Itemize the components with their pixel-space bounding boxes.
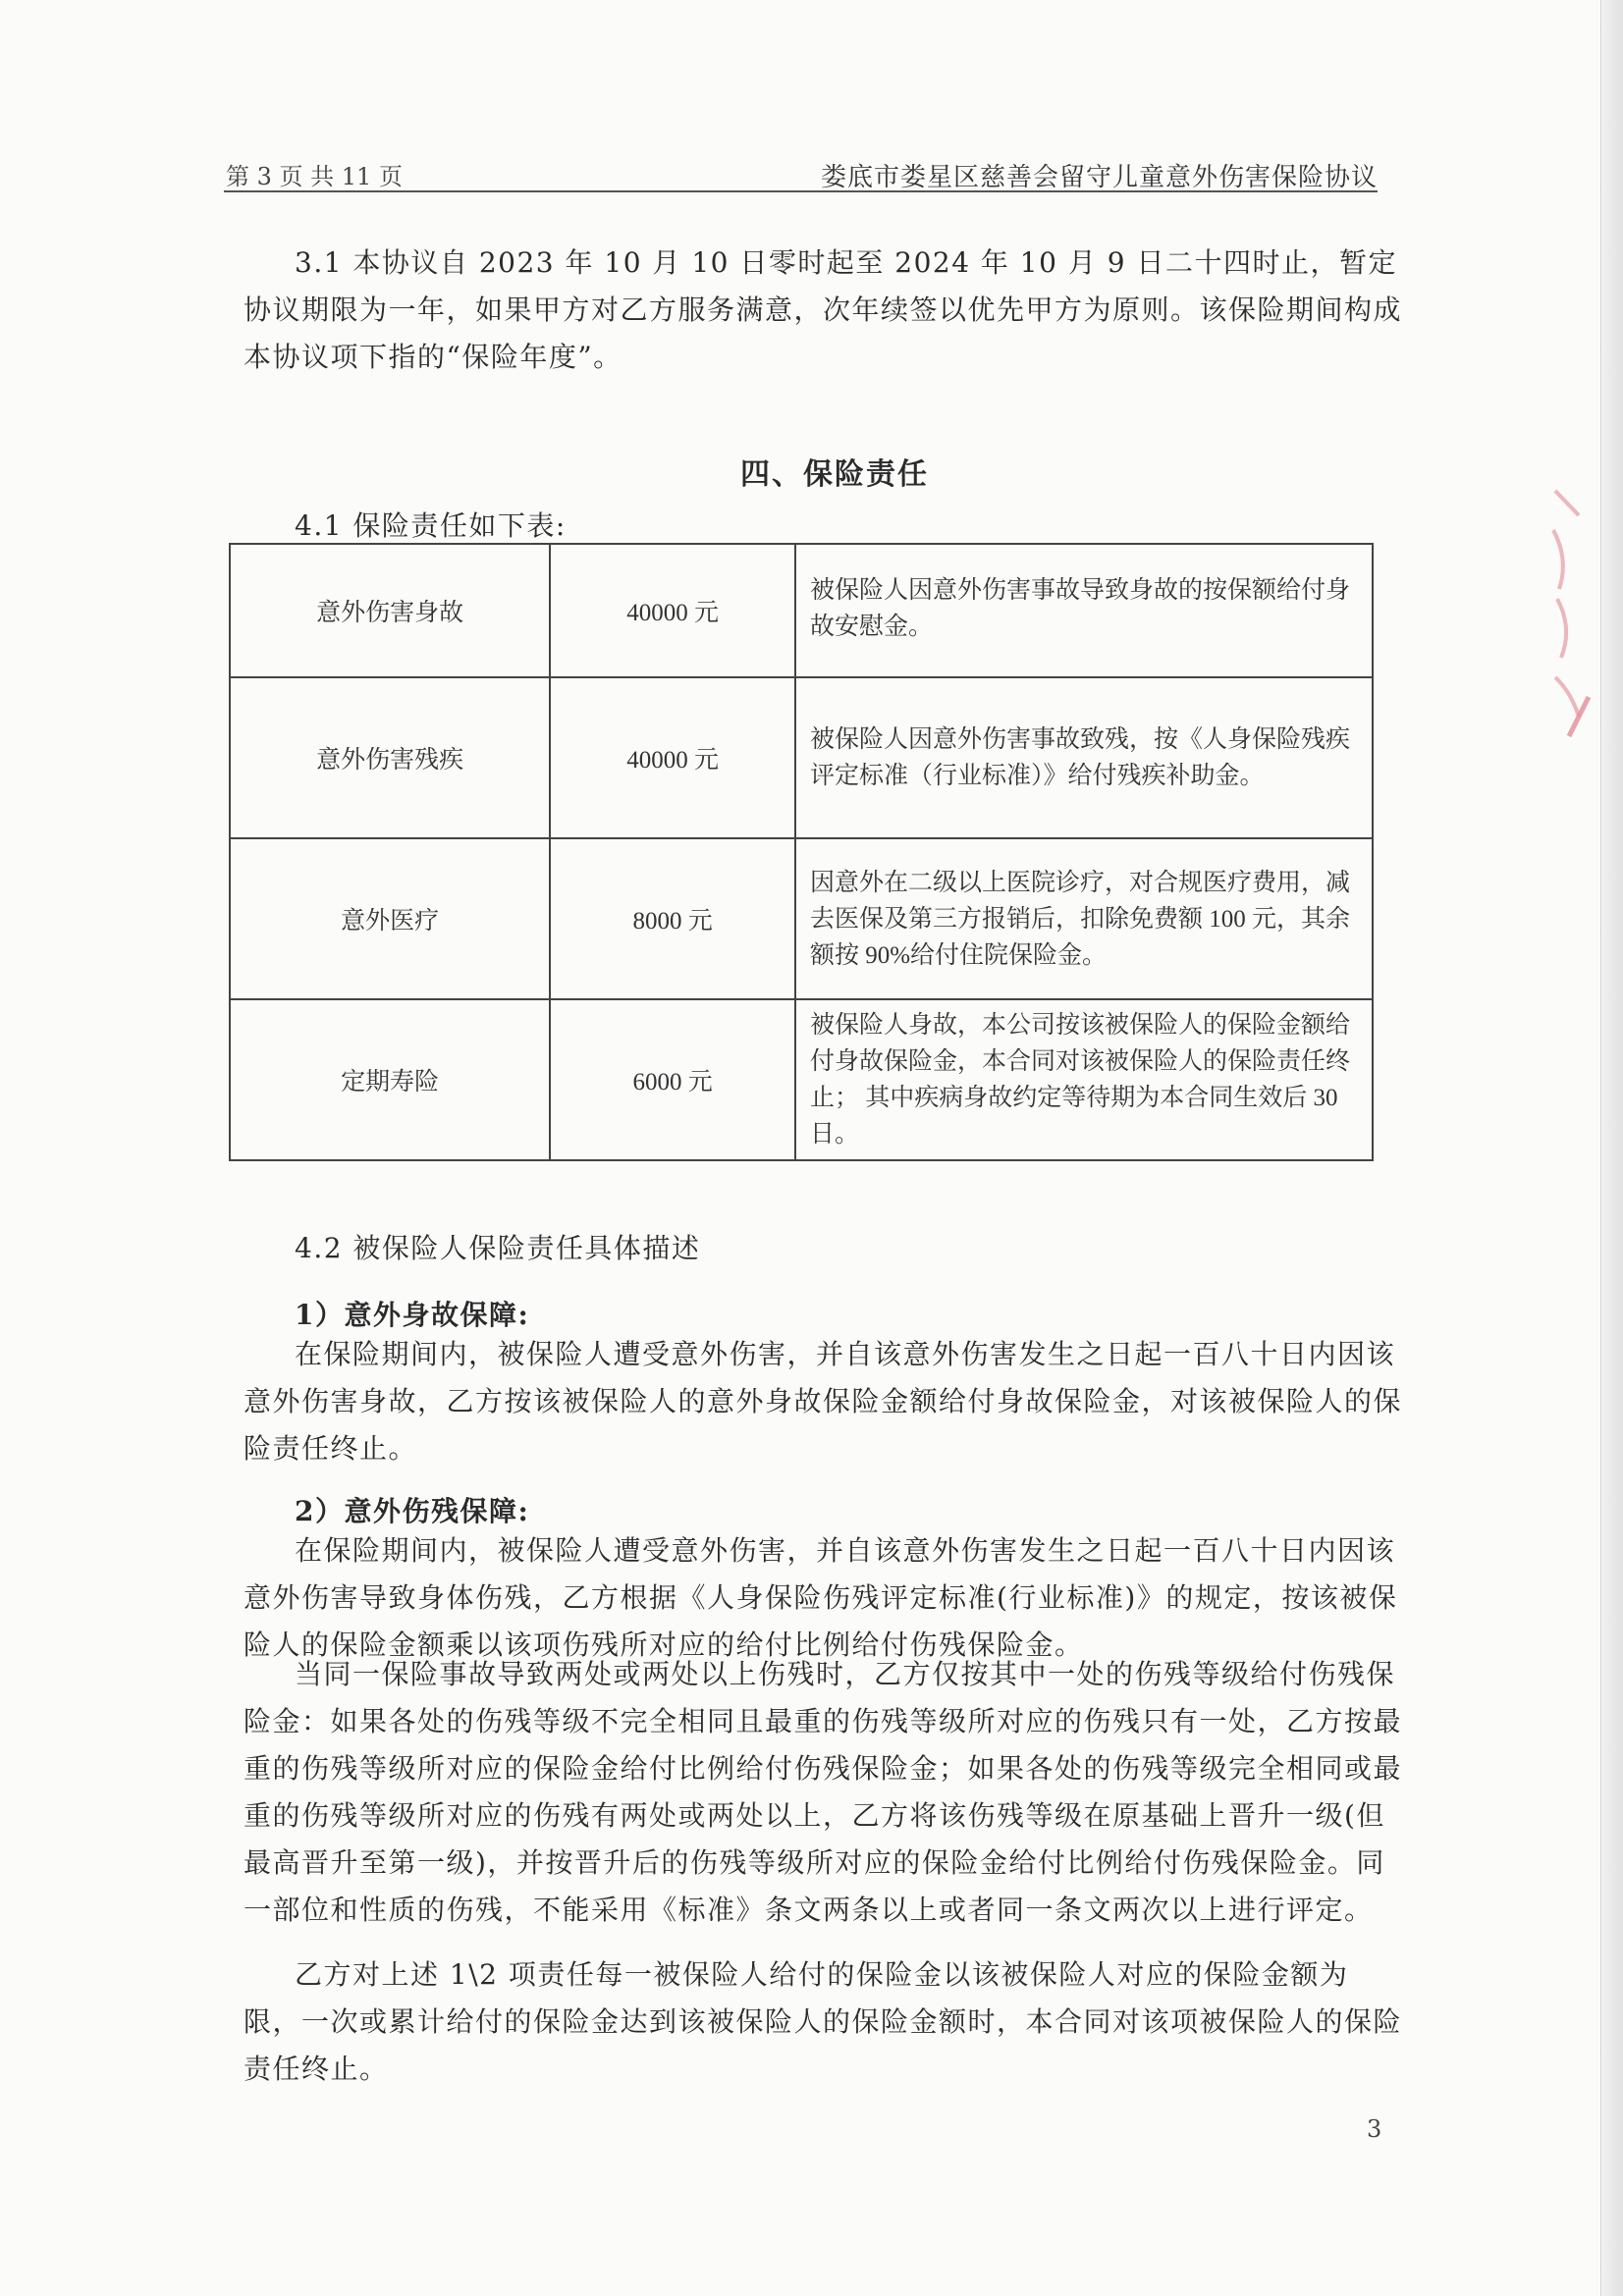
- table-row: [230, 999, 1373, 1160]
- item1-title: 1）意外身故保障:: [295, 1299, 530, 1331]
- coverage-description: 被保险人因意外伤害事故致残，按《人身保险残疾评定标准（行业标准）》给付残疾补助金。: [795, 677, 1373, 838]
- table-intro: 4.1 保险责任如下表:: [295, 509, 567, 542]
- coverage-description: 被保险人因意外伤害事故导致身故的按保额给付身故安慰金。: [795, 544, 1373, 677]
- clause-4-2-title: 4.2 被保险人保险责任具体描述: [295, 1232, 701, 1264]
- coverage-item: 意外伤害残疾: [230, 677, 550, 838]
- clause-3-1: 3.1 本协议自 2023 年 10 月 10 日零时起至 2024 年 10 月 9 日二十四时止，暂定协议期限为一年，如果甲方对乙方服务满意，次年续签以优先甲方为原则。该保险期间构成本协议项下指的“保险年度”。: [243, 246, 1403, 373]
- item2-text-1: 在保险期间内，被保险人遭受意外伤害，并自该意外伤害发生之日起一百八十日内因该意外伤害导致身体伤残，乙方根据《人身保险伤残评定标准(行业标准)》的规定，按该被保险人的保险金额乘以该项伤残所对应的给付比例给付伤残保险金。: [243, 1534, 1398, 1661]
- coverage-item: 定期寿险: [230, 999, 550, 1160]
- table-row: [230, 838, 1373, 999]
- item2-title: 2）意外伤残保障:: [295, 1495, 530, 1527]
- stamp-fragment: [1549, 471, 1598, 746]
- section-heading: 四、保险责任: [740, 457, 929, 492]
- coverage-item: 意外伤害身故: [230, 544, 550, 677]
- coverage-description: 被保险人身故，本公司按该被保险人的保险金额给付身故保险金，本合同对该被保险人的保险责任终止； 其中疾病身故约定等待期为本合同生效后 30 日。: [795, 999, 1373, 1160]
- page-number: 3: [1367, 2115, 1382, 2143]
- coverage-amount: 8000 元: [550, 838, 795, 999]
- coverage-item: 意外医疗: [230, 838, 550, 999]
- coverage-amount: 40000 元: [550, 677, 795, 838]
- table-row: [230, 544, 1373, 677]
- item2-text-2: 当同一保险事故导致两处或两处以上伤残时，乙方仅按其中一处的伤残等级给付伤残保险金：如果各处的伤残等级不完全相同且最重的伤残等级所对应的伤残只有一处，乙方按最重的伤残等级所对应的保险金给付比例给付伤残保险金；如果各处的伤残等级完全相同或最重的伤残等级所对应的伤残有两处或两处以上，乙方将该伤残等级在原基础上晋升一级(但最高晋升至第一级)，并按晋升后的伤残等级所对应的保险金给付比例给付伤残保险金。同一部位和性质的伤残，不能采用《标准》条文两条以上或者同一条文两次以上进行评定。: [243, 1658, 1403, 1926]
- item1-text: 在保险期间内，被保险人遭受意外伤害，并自该意外伤害发生之日起一百八十日内因该意外伤害身故，乙方按该被保险人的意外身故保险金额给付身故保险金，对该被保险人的保险责任终止。: [243, 1338, 1403, 1465]
- coverage-amount: 40000 元: [550, 544, 795, 677]
- page-info: 第 3 页 共 11 页: [226, 163, 403, 190]
- summary-text: 乙方对上述 1\2 项责任每一被保险人给付的保险金以该被保险人对应的保险金额为限，一次或累计给付的保险金达到该被保险人的保险金额时，本合同对该项被保险人的保险责任终止。: [243, 1958, 1403, 2085]
- coverage-table: [229, 543, 1374, 1161]
- document-title: 娄底市娄星区慈善会留守儿童意外伤害保险协议: [820, 163, 1378, 192]
- coverage-description: 因意外在二级以上医院诊疗，对合规医疗费用，减去医保及第三方报销后，扣除免费额 100 元，其余额按 90%给付住院保险金。: [795, 838, 1373, 999]
- page-edge: [1600, 0, 1623, 2296]
- table-row: [230, 677, 1373, 838]
- coverage-amount: 6000 元: [550, 999, 795, 1160]
- page-header: [224, 155, 1378, 192]
